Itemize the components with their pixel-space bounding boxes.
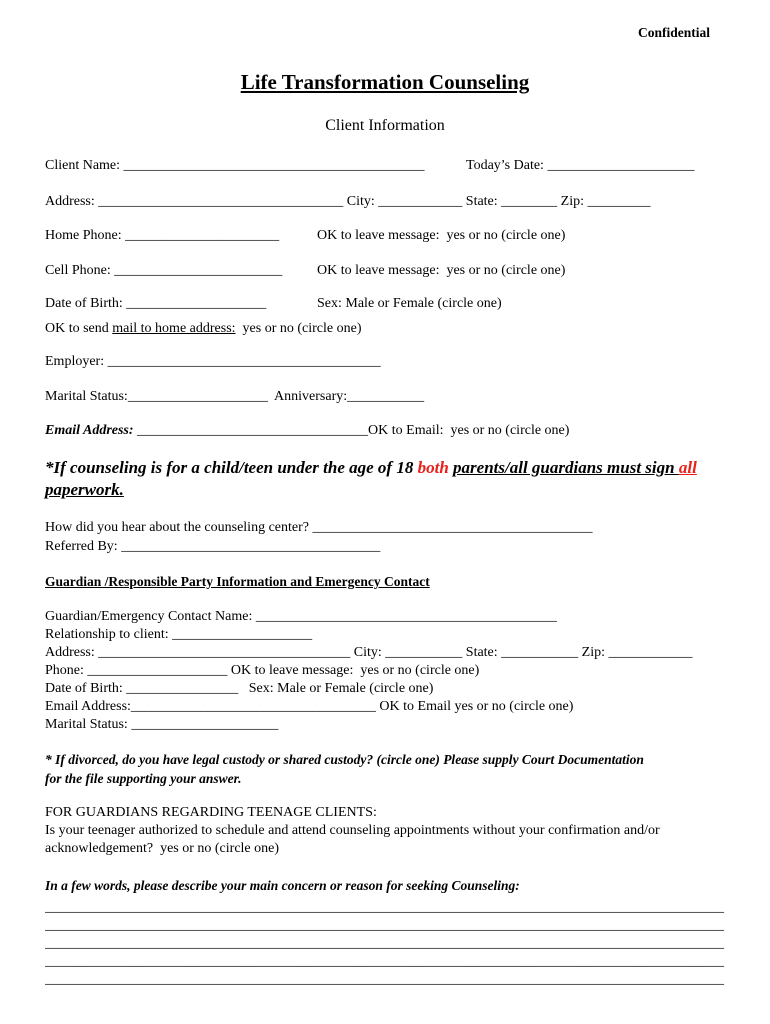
referral-source-field[interactable]: How did you hear about the counseling center? ________________________________________ [45, 520, 593, 535]
marital-anniversary-field[interactable]: Marital Status:____________________ Anniversary:___________ [45, 389, 425, 404]
concern-answer-line[interactable]: _________________________________________________________________________________________________ [45, 918, 724, 933]
guardian-address-field[interactable]: Address: ____________________________________ City: ___________ State: ___________ Zip: ____________ [45, 645, 693, 660]
guardian-email-field[interactable]: Email Address:___________________________________ OK to Email yes or no (circle one) [45, 699, 574, 714]
teen-section-heading: FOR GUARDIANS REGARDING TEENAGE CLIENTS: [45, 805, 377, 820]
guardian-dob-field[interactable]: Date of Birth: ________________ Sex: Male or Female (circle one) [45, 681, 434, 696]
guardian-signature-notice: *If counseling is for a child/teen under the age of 18 both parents/all guardians must sign all [45, 458, 697, 477]
todays-date-field[interactable]: Today’s Date: _____________________ [466, 158, 695, 173]
guardian-signature-notice-line2: paperwork. [45, 480, 124, 499]
client-email-field[interactable]: Email Address: _________________________________OK to Email: yes or no (circle one) [45, 423, 570, 438]
client-sex-field: Sex: Male or Female (circle one) [317, 296, 502, 311]
guardian-name-field[interactable]: Guardian/Emergency Contact Name: ___________________________________________ [45, 609, 557, 624]
custody-question: * If divorced, do you have legal custody or shared custody? (circle one) Please supply Court Documentation [45, 752, 644, 767]
home-phone-field[interactable]: Home Phone: ______________________ [45, 228, 280, 243]
referred-by-field[interactable]: Referred By: _____________________________________ [45, 539, 381, 554]
concern-answer-line[interactable]: _________________________________________________________________________________________________ [45, 954, 724, 969]
concern-answer-line[interactable]: _________________________________________________________________________________________________ [45, 972, 724, 987]
page-subtitle: Client Information [325, 117, 445, 134]
cell-phone-field[interactable]: Cell Phone: ________________________ [45, 263, 283, 278]
home-phone-ok-message: OK to leave message: yes or no (circle one) [317, 228, 566, 243]
client-address-field[interactable]: Address: ___________________________________ City: ____________ State: ________ Zip: _________ [45, 194, 651, 209]
relationship-field[interactable]: Relationship to client: ____________________ [45, 627, 313, 642]
guardian-phone-field[interactable]: Phone: ____________________ OK to leave message: yes or no (circle one) [45, 663, 480, 678]
concern-answer-line[interactable]: _________________________________________________________________________________________________ [45, 900, 724, 915]
concern-prompt: In a few words, please describe your main concern or reason for seeking Counseling: [45, 878, 520, 893]
client-name-field[interactable]: Client Name: ___________________________________________ [45, 158, 425, 173]
employer-field[interactable]: Employer: _______________________________________ [45, 354, 381, 369]
page-title: Life Transformation Counseling [240, 70, 530, 94]
teen-authorization-answer: acknowledgement? yes or no (circle one) [45, 841, 280, 856]
cell-phone-ok-message: OK to leave message: yes or no (circle one) [317, 263, 566, 278]
concern-answer-line[interactable]: _________________________________________________________________________________________________ [45, 936, 724, 951]
confidential-label: Confidential [638, 25, 711, 40]
guardian-marital-field[interactable]: Marital Status: _____________________ [45, 717, 279, 732]
client-dob-field[interactable]: Date of Birth: ____________________ [45, 296, 267, 311]
mail-permission: OK to send mail to home address: yes or no (circle one) [45, 321, 362, 336]
teen-authorization-question: Is your teenager authorized to schedule and attend counseling appointments without your confirmation and/or [45, 823, 660, 838]
custody-question-line2: for the file supporting your answer. [45, 771, 242, 786]
guardian-section-heading: Guardian /Responsible Party Information and Emergency Contact [45, 574, 430, 589]
